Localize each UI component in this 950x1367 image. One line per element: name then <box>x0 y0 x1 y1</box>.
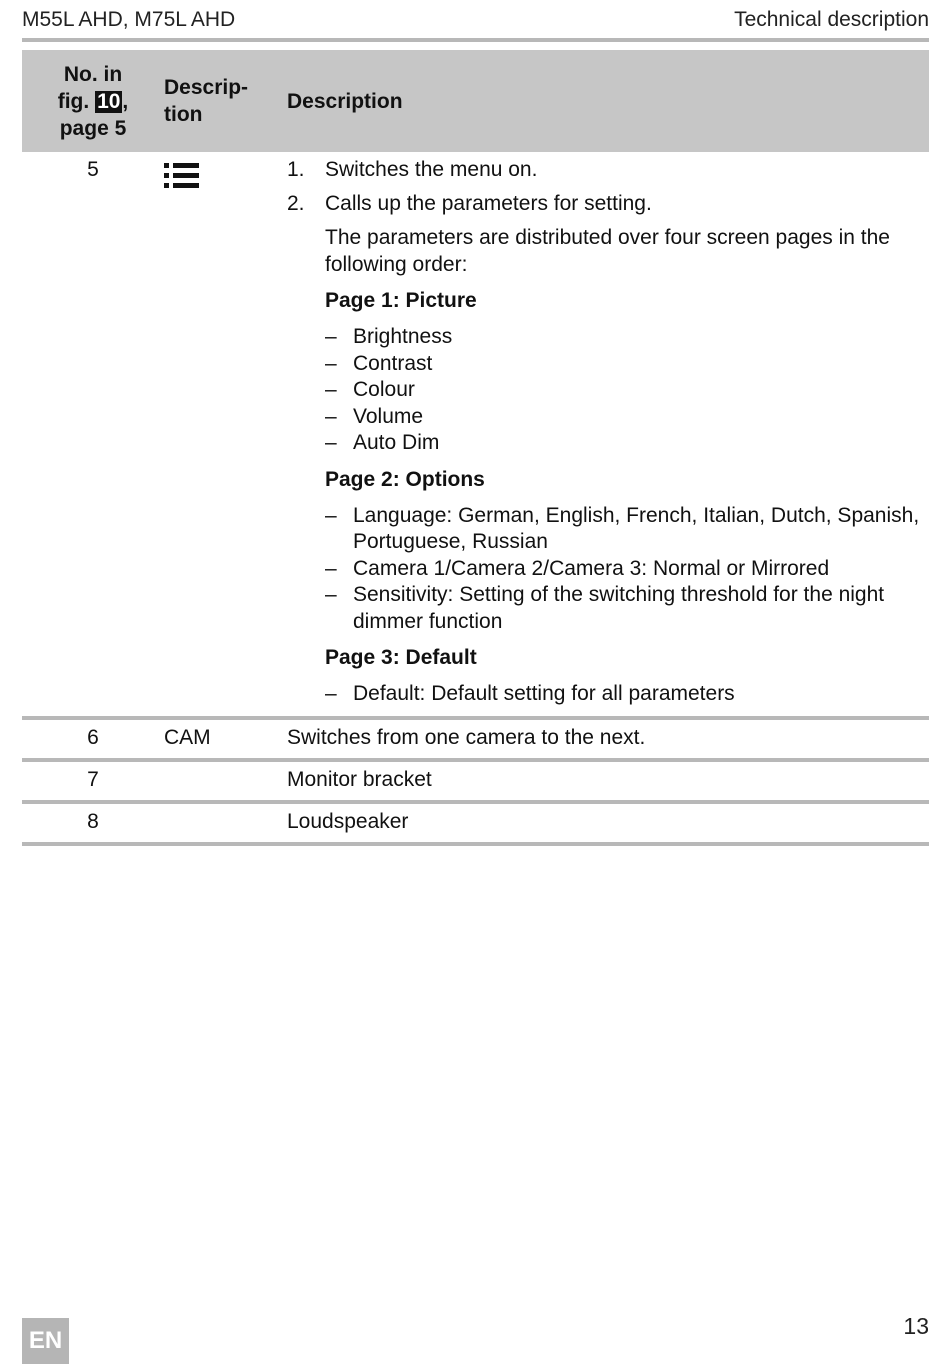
dash-mark: – <box>325 378 337 401</box>
steps-list <box>287 157 929 217</box>
header-section: Technical description <box>734 8 929 31</box>
list-item <box>325 503 929 556</box>
list-item <box>325 324 929 351</box>
row-description: Switches from one camera to the next. <box>287 718 929 760</box>
table-row <box>22 152 929 718</box>
list-item-text: Camera 1/Camera 2/Camera 3: Normal or Mirrored <box>353 556 830 580</box>
list-item <box>287 191 929 217</box>
header-rule <box>22 38 929 42</box>
col-header-number-line1: No. in <box>63 62 123 86</box>
step-number: 2. <box>287 192 305 215</box>
row-symbol <box>164 802 287 844</box>
dash-mark: – <box>325 431 337 454</box>
dash-mark: – <box>325 583 337 606</box>
col-header-symbol-line1: Descrip- <box>164 76 249 99</box>
list-item-text: Volume <box>353 404 424 428</box>
list-item-text: Brightness <box>353 325 453 348</box>
list-item <box>325 582 929 635</box>
step-number: 1. <box>287 158 305 181</box>
dash-mark: – <box>325 351 337 375</box>
list-item <box>287 157 929 183</box>
list-item-text: Contrast <box>353 351 433 375</box>
dash-mark: – <box>325 556 337 580</box>
page-heading: Page 3: Default <box>325 646 477 669</box>
col-header-number <box>22 50 164 152</box>
dash-mark: – <box>325 682 337 705</box>
row-description <box>287 152 929 718</box>
parameter-list <box>287 503 929 636</box>
list-item-text: Sensitivity: Setting of the switching threshold for the night dimmer function <box>353 583 885 633</box>
dash-mark: – <box>325 404 337 428</box>
row-number: 6 <box>22 718 164 760</box>
row-number: 5 <box>87 158 99 181</box>
col-header-number-comma: , <box>122 89 129 113</box>
step-text: Switches the menu on. <box>325 158 538 181</box>
table-header-row <box>22 50 929 152</box>
list-item <box>325 430 929 457</box>
figure-reference: 10 <box>97 89 121 113</box>
intro-paragraph: The parameters are distributed over four screen pages in the following order: <box>325 226 890 276</box>
list-item-text: Colour <box>353 378 415 401</box>
row-symbol <box>164 152 287 718</box>
list-item-text: Language: German, English, French, Italian, Dutch, Spanish, Portuguese, Russian <box>353 503 920 553</box>
parts-table <box>22 50 929 846</box>
row-symbol: CAM <box>164 718 287 760</box>
list-item <box>325 404 929 431</box>
menu-list-icon <box>164 163 200 189</box>
col-header-symbol-line2: tion <box>164 103 203 126</box>
table-row <box>22 760 929 802</box>
parameter-list <box>287 681 929 708</box>
page-header <box>22 6 929 36</box>
row-symbol <box>164 760 287 802</box>
dash-mark: – <box>325 325 337 348</box>
language-badge: EN <box>22 1318 69 1364</box>
header-model: M55L AHD, M75L AHD <box>22 8 236 31</box>
list-item <box>325 377 929 404</box>
list-item <box>325 681 929 708</box>
page-heading: Page 2: Options <box>325 467 485 491</box>
parameter-list <box>287 324 929 457</box>
row-number: 7 <box>22 760 164 802</box>
table-row <box>22 718 929 760</box>
col-header-description: Description <box>287 50 929 152</box>
dash-mark: – <box>325 503 337 527</box>
list-item <box>325 351 929 378</box>
list-item-text: Auto Dim <box>353 431 440 454</box>
step-text: Calls up the parameters for setting. <box>325 192 652 215</box>
list-item <box>325 556 929 583</box>
page-number: 13 <box>903 1313 929 1339</box>
row-number: 8 <box>22 802 164 844</box>
page-heading: Page 1: Picture <box>325 289 477 312</box>
row-description: Monitor bracket <box>287 760 929 802</box>
row-description: Loudspeaker <box>287 802 929 844</box>
col-header-number-line3: page 5 <box>59 116 127 140</box>
col-header-number-fig: fig. <box>57 89 90 113</box>
list-item-text: Default: Default setting for all parameters <box>353 682 735 705</box>
table-row <box>22 802 929 844</box>
col-header-symbol <box>164 50 287 152</box>
